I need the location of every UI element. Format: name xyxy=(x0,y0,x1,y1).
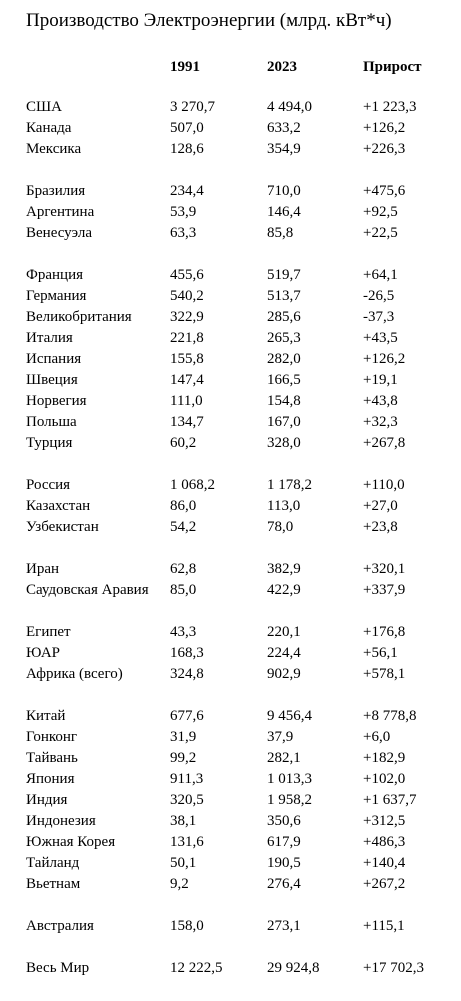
value-2023-cell: 422,9 xyxy=(267,582,301,598)
value-2023-cell: 224,4 xyxy=(267,645,301,661)
table-row xyxy=(0,496,461,517)
country-cell: Весь Мир xyxy=(26,960,90,976)
value-1991-cell: 1 068,2 xyxy=(170,477,215,493)
value-1991-cell: 63,3 xyxy=(170,225,197,241)
value-2023-cell: 4 494,0 xyxy=(267,99,312,115)
growth-cell: +56,1 xyxy=(363,645,398,661)
value-1991-cell: 43,3 xyxy=(170,624,197,640)
table-row xyxy=(0,790,461,811)
column-header-2023: 2023 xyxy=(267,59,297,75)
value-1991-cell: 158,0 xyxy=(170,918,204,934)
value-2023-cell: 633,2 xyxy=(267,120,301,136)
value-2023-cell: 617,9 xyxy=(267,834,301,850)
value-2023-cell: 354,9 xyxy=(267,141,301,157)
value-2023-cell: 265,3 xyxy=(267,330,301,346)
value-2023-cell: 190,5 xyxy=(267,855,301,871)
table-row xyxy=(0,349,461,370)
value-2023-cell: 276,4 xyxy=(267,876,301,892)
growth-cell: +486,3 xyxy=(363,834,406,850)
table-row xyxy=(0,181,461,202)
table-row xyxy=(0,811,461,832)
value-1991-cell: 221,8 xyxy=(170,330,204,346)
value-2023-cell: 1 013,3 xyxy=(267,771,312,787)
country-cell: ЮАР xyxy=(26,645,61,661)
country-cell: Венесуэла xyxy=(26,225,92,241)
growth-cell: +6,0 xyxy=(363,729,391,745)
value-2023-cell: 513,7 xyxy=(267,288,301,304)
growth-cell: +337,9 xyxy=(363,582,406,598)
value-2023-cell: 328,0 xyxy=(267,435,301,451)
country-cell: Япония xyxy=(26,771,75,787)
growth-cell: +126,2 xyxy=(363,120,406,136)
table-row xyxy=(0,769,461,790)
table-row xyxy=(0,391,461,412)
table-body xyxy=(0,97,461,979)
growth-cell: -37,3 xyxy=(363,309,395,325)
table-row xyxy=(0,223,461,244)
value-1991-cell: 62,8 xyxy=(170,561,197,577)
value-1991-cell: 677,6 xyxy=(170,708,204,724)
table-header xyxy=(0,56,461,78)
country-cell: Египет xyxy=(26,624,71,640)
growth-cell: +102,0 xyxy=(363,771,406,787)
country-cell: Испания xyxy=(26,351,82,367)
page-title: Производство Электроэнергии (млрд. кВт*ч) xyxy=(26,10,392,31)
value-1991-cell: 60,2 xyxy=(170,435,197,451)
value-2023-cell: 154,8 xyxy=(267,393,301,409)
table-row xyxy=(0,286,461,307)
country-cell: Казахстан xyxy=(26,498,91,514)
value-1991-cell: 85,0 xyxy=(170,582,197,598)
table-row xyxy=(0,748,461,769)
country-cell: Узбекистан xyxy=(26,519,99,535)
table-row xyxy=(0,118,461,139)
column-header-1991: 1991 xyxy=(170,59,200,75)
country-cell: Италия xyxy=(26,330,73,346)
value-2023-cell: 273,1 xyxy=(267,918,301,934)
growth-cell: +126,2 xyxy=(363,351,406,367)
country-cell: Польша xyxy=(26,414,77,430)
country-cell: Германия xyxy=(26,288,87,304)
value-2023-cell: 37,9 xyxy=(267,729,294,745)
growth-cell: +312,5 xyxy=(363,813,406,829)
group-spacer xyxy=(0,538,461,559)
value-1991-cell: 147,4 xyxy=(170,372,204,388)
country-cell: Гонконг xyxy=(26,729,78,745)
value-1991-cell: 455,6 xyxy=(170,267,204,283)
country-cell: Бразилия xyxy=(26,183,86,199)
table-row xyxy=(0,559,461,580)
value-2023-cell: 167,0 xyxy=(267,414,301,430)
country-cell: Швеция xyxy=(26,372,78,388)
growth-cell: +22,5 xyxy=(363,225,398,241)
country-cell: Иран xyxy=(26,561,60,577)
value-1991-cell: 53,9 xyxy=(170,204,197,220)
growth-cell: +226,3 xyxy=(363,141,406,157)
country-cell: Вьетнам xyxy=(26,876,81,892)
group-spacer xyxy=(0,160,461,181)
value-2023-cell: 285,6 xyxy=(267,309,301,325)
country-cell: Австралия xyxy=(26,918,94,934)
country-cell: Турция xyxy=(26,435,73,451)
table-row xyxy=(0,916,461,937)
growth-cell: +182,9 xyxy=(363,750,406,766)
value-2023-cell: 29 924,8 xyxy=(267,960,320,976)
growth-cell: +19,1 xyxy=(363,372,398,388)
growth-cell: +176,8 xyxy=(363,624,406,640)
country-cell: Мексика xyxy=(26,141,82,157)
table-row xyxy=(0,727,461,748)
value-2023-cell: 382,9 xyxy=(267,561,301,577)
table-row xyxy=(0,664,461,685)
table-row xyxy=(0,958,461,979)
growth-cell: +43,8 xyxy=(363,393,398,409)
value-2023-cell: 85,8 xyxy=(267,225,294,241)
value-2023-cell: 166,5 xyxy=(267,372,301,388)
growth-cell: -26,5 xyxy=(363,288,395,304)
growth-cell: +27,0 xyxy=(363,498,398,514)
value-1991-cell: 324,8 xyxy=(170,666,204,682)
country-cell: Африка (всего) xyxy=(26,666,123,682)
table-row xyxy=(0,370,461,391)
value-2023-cell: 902,9 xyxy=(267,666,301,682)
growth-cell: +32,3 xyxy=(363,414,398,430)
country-cell: Франция xyxy=(26,267,83,283)
growth-cell: +8 778,8 xyxy=(363,708,417,724)
country-cell: Индия xyxy=(26,792,68,808)
country-cell: Индонезия xyxy=(26,813,96,829)
table-row xyxy=(0,517,461,538)
group-spacer xyxy=(0,244,461,265)
growth-cell: +92,5 xyxy=(363,204,398,220)
growth-cell: +140,4 xyxy=(363,855,406,871)
value-1991-cell: 38,1 xyxy=(170,813,197,829)
group-spacer xyxy=(0,685,461,706)
country-cell: Великобритания xyxy=(26,309,132,325)
table-row xyxy=(0,853,461,874)
value-1991-cell: 322,9 xyxy=(170,309,204,325)
value-2023-cell: 9 456,4 xyxy=(267,708,312,724)
table-row xyxy=(0,412,461,433)
value-1991-cell: 54,2 xyxy=(170,519,197,535)
country-cell: Китай xyxy=(26,708,66,724)
growth-cell: +267,8 xyxy=(363,435,406,451)
growth-cell: +267,2 xyxy=(363,876,406,892)
group-spacer xyxy=(0,601,461,622)
value-1991-cell: 111,0 xyxy=(170,393,203,409)
value-1991-cell: 31,9 xyxy=(170,729,197,745)
growth-cell: +115,1 xyxy=(363,918,405,934)
column-header-growth: Прирост xyxy=(363,59,422,75)
value-1991-cell: 131,6 xyxy=(170,834,204,850)
country-cell: Россия xyxy=(26,477,71,493)
value-1991-cell: 320,5 xyxy=(170,792,204,808)
growth-cell: +320,1 xyxy=(363,561,406,577)
value-1991-cell: 128,6 xyxy=(170,141,204,157)
value-2023-cell: 220,1 xyxy=(267,624,301,640)
growth-cell: +578,1 xyxy=(363,666,406,682)
table-row xyxy=(0,580,461,601)
value-1991-cell: 168,3 xyxy=(170,645,204,661)
growth-cell: +23,8 xyxy=(363,519,398,535)
group-spacer xyxy=(0,937,461,958)
growth-cell: +43,5 xyxy=(363,330,398,346)
group-spacer xyxy=(0,454,461,475)
table-row xyxy=(0,139,461,160)
table-row xyxy=(0,97,461,118)
table-row xyxy=(0,475,461,496)
value-1991-cell: 50,1 xyxy=(170,855,197,871)
table-row xyxy=(0,265,461,286)
country-cell: Тайвань xyxy=(26,750,78,766)
table-row xyxy=(0,307,461,328)
table-row xyxy=(0,874,461,895)
table-row xyxy=(0,433,461,454)
table-row xyxy=(0,706,461,727)
country-cell: Аргентина xyxy=(26,204,95,220)
value-1991-cell: 234,4 xyxy=(170,183,204,199)
growth-cell: +110,0 xyxy=(363,477,405,493)
growth-cell: +1 637,7 xyxy=(363,792,417,808)
table-row xyxy=(0,622,461,643)
value-1991-cell: 134,7 xyxy=(170,414,204,430)
value-2023-cell: 146,4 xyxy=(267,204,301,220)
value-1991-cell: 99,2 xyxy=(170,750,197,766)
group-spacer xyxy=(0,895,461,916)
table-row xyxy=(0,832,461,853)
country-cell: Южная Корея xyxy=(26,834,116,850)
value-2023-cell: 282,1 xyxy=(267,750,301,766)
value-2023-cell: 113,0 xyxy=(267,498,301,514)
country-cell: Норвегия xyxy=(26,393,87,409)
table-row xyxy=(0,202,461,223)
value-2023-cell: 282,0 xyxy=(267,351,301,367)
country-cell: Тайланд xyxy=(26,855,80,871)
growth-cell: +17 702,3 xyxy=(363,960,424,976)
value-2023-cell: 350,6 xyxy=(267,813,301,829)
value-1991-cell: 9,2 xyxy=(170,876,189,892)
value-2023-cell: 1 958,2 xyxy=(267,792,312,808)
table-row xyxy=(0,328,461,349)
growth-cell: +1 223,3 xyxy=(363,99,417,115)
value-2023-cell: 78,0 xyxy=(267,519,294,535)
country-cell: США xyxy=(26,99,62,115)
value-1991-cell: 911,3 xyxy=(170,771,204,787)
country-cell: Саудовская Аравия xyxy=(26,582,149,598)
value-1991-cell: 540,2 xyxy=(170,288,204,304)
value-1991-cell: 507,0 xyxy=(170,120,204,136)
growth-cell: +64,1 xyxy=(363,267,398,283)
value-1991-cell: 155,8 xyxy=(170,351,204,367)
value-1991-cell: 86,0 xyxy=(170,498,197,514)
country-cell: Канада xyxy=(26,120,72,136)
value-1991-cell: 12 222,5 xyxy=(170,960,223,976)
value-1991-cell: 3 270,7 xyxy=(170,99,215,115)
value-2023-cell: 519,7 xyxy=(267,267,301,283)
value-2023-cell: 710,0 xyxy=(267,183,301,199)
growth-cell: +475,6 xyxy=(363,183,406,199)
value-2023-cell: 1 178,2 xyxy=(267,477,312,493)
table-row xyxy=(0,643,461,664)
